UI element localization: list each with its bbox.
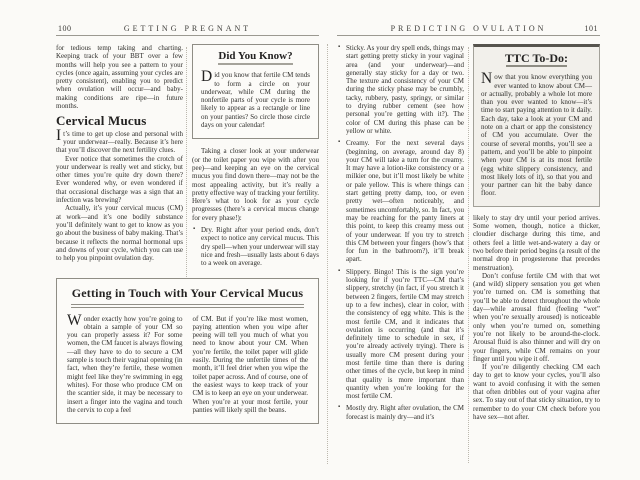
- right-page-number: 101: [584, 24, 598, 33]
- ttc-todo-body: Now that you know everything you ever wanted to know about CM—or actually, probably a whole lot more than you ever wanted to know—it’s time to start paying attention to it daily. Each day, take a look at your CM and note on a chart or app the consistency of CM you accumulate. Over the course of several months, you’ll see a pattern, and you’ll be able to pinpoint when your CM is at its most fertile (egg white slippery consistency, and most likely lots of it), so that you and your partner can hit the baby dance floor.: [481, 70, 592, 198]
- ttc-todo-title: TTC To-Do:: [504, 51, 569, 65]
- left-page-number: 100: [58, 24, 72, 33]
- paragraph-dont-confuse: Don’t confuse fertile CM with that wet (and wild) slippery sensation you get when you’re turned on. CM is something that you’ll be able to detect throughout the whole day—while arousal fluid (feeling “wet” when you’re sexually aroused) is noticeable only when you’re turned on, something you’re not likely to be around-the-clock. Arousal fluid is also thinner and will dry on your fingers, while CM remains on your finger until you wipe it off.: [473, 271, 600, 363]
- left-page-col2: [192, 44, 319, 268]
- section-heading-cervical-mucus: Cervical Mucus: [56, 113, 147, 129]
- paragraph-cm-intro: It’s time to get up close and personal with your underwear—really. Because it’s here that you’ll discover the next fertility clues.: [56, 126, 183, 155]
- paragraph-ever-notice: Ever notice that sometimes the crotch of your underwear is really wet and sticky, but other times you’re quite dry down there? Ever wondered why, or even wondered if that occasional discharge was a sign that an infection was brewing?: [56, 154, 183, 205]
- bullet-creamy-text: Creamy. For the next several days (beginning, on average, around day 8) your CM will take a turn for the creamy. It may have a lotion-like consistency or a milkier one, but it’ll most likely be white or pale yellow. This is where things can start getting pretty damp, too, or even pretty wet—often noticeably, and sometimes uncomfortably, so. In fact, you may be reaching for the panty liners at this point, to keep this creamy mess out of your underwear. If you try to stretch this CM between your fingers (how’s that for fun in the bathroom?), it’ll break apart.: [346, 139, 464, 264]
- paragraph-bbt-continuation: for tedious temp taking and charting. Keeping track of your BBT over a few months will help you see a pattern to your cycles (once again, assuming your cycles are pretty consistent), enabling you to predict when ovulation will occur—and baby-making conditions are ripe—in future months.: [56, 44, 183, 111]
- left-page-col1: [56, 44, 183, 262]
- left-page: [56, 22, 319, 424]
- bullet-creamy: [337, 139, 464, 263]
- bullet-sticky-text: Sticky. As your dry spell ends, things may start getting pretty sticky in your vaginal area (and your underwear)—and generally stay sticky for a day or two. The texture and consistency of your CM during the sticky phase may be crumbly, tacky, rubbery, pasty, springy, or similar to drying rubber cement (see how personal you’re getting with it?). The color of CM during this phase can be yellow or white.: [346, 44, 464, 135]
- paragraph-likely-to-stay-dry: likely to stay dry until your period arrives. Some women, though, notice a thicker, cloudier discharge during this time, and others feel a little wet-and-watery a day or two before their period begins (a result of the normal drop in progesterone that precedes menstruation).: [473, 213, 600, 272]
- ttc-todo-box: [473, 44, 600, 207]
- paragraph-taking-a-closer-look: Taking a closer look at your underwear (or the toilet paper you wipe with after you pee)—and keeping an eye on the cervical mucus you find down there—may not be the most appealing activity, but it’s really a pretty effective way of tracking your fertility. Here’s what to look for as your cycle progresses (there’s a cervical mucus change for every phase!):: [192, 147, 319, 222]
- bullet-sticky: [337, 44, 464, 135]
- getting-in-touch-title-rule: [71, 304, 305, 308]
- bullet-dry-text: Dry. Right after your period ends, don’t expect to notice any cervical mucus. This dry spell—when your underwear will stay nice and fresh—usually lasts about 6 days to a week on average.: [201, 226, 319, 268]
- did-you-know-title-rule: [218, 63, 292, 65]
- did-you-know-title: Did You Know?: [218, 50, 293, 62]
- paragraph-diligently-checking: If you’re diligently checking CM each day to get to know your cycles, you’ll also want to avoid confusing it with the semen that often dribbles out of your vagina after sex. To stay out of that sticky situation, try to remember to do your CM check before you have sex—not after.: [473, 363, 600, 421]
- right-page-col1: [337, 44, 464, 421]
- did-you-know-body: Did you know that fertile CM tends to form a circle on your underwear, while CM during the nonfertile parts of your cycle is more likely to appear as a rectangle or line on your panties? So circle those circle days on your calendar!: [201, 68, 310, 130]
- getting-in-touch-title: Getting in Touch with Your Cervical Mucus: [71, 285, 304, 300]
- paragraph-actually-cm: Actually, it’s your cervical mucus (CM) at work—and it’s one bodily substance you’ll definitely want to get to know as you go about the business of baby making. That’s because it reflects the normal hormonal ups and downs of your cycle, which you can use to help you pinpoint ovulation day.: [56, 204, 183, 263]
- right-page: [337, 22, 600, 421]
- left-running-title: GETTING PREGNANT: [123, 24, 252, 33]
- right-page-columns: [337, 44, 600, 421]
- bullet-dry: [192, 226, 319, 267]
- bullet-mostly-dry-text: Mostly dry. Right after ovulation, the CM forecast is mainly dry—and it’s: [346, 404, 464, 421]
- getting-in-touch-col1-text: Wonder exactly how you’re going to obtain a sample of your CM so you can properly assess it? For some women, the CM faucet is always flowing—all they have to do to secure a CM sample is touch their vaginal opening (in fact, when they’re fertile, these women might feel like they’re swimming in egg whites). For those who produce CM on the scantier side, it may be necessary to insert a finger into the vagina and touch the cervix to cop a feel: [67, 311, 183, 414]
- left-running-header: [56, 22, 319, 36]
- getting-in-touch-box: [56, 278, 319, 425]
- right-running-title: PREDICTING OVULATION: [390, 24, 547, 33]
- left-page-columns: [56, 44, 319, 268]
- did-you-know-box: [192, 44, 319, 139]
- getting-in-touch-columns: [67, 311, 308, 415]
- ttc-todo-title-rule: [506, 65, 567, 67]
- bullet-slippery-text: Slippery. Bingo! This is the sign you’re looking for if you’re TTC—CM that’s slippery, stretchy (in fact, if you stretch it between 2 fingers, fertile CM may stretch up to a few inches), clear in color, with the consistency of egg white. This is the most fertile CM, and it indicates that ovulation is occurring (and that it’s definitely time to schedule in sex, if you’re already actively trying). There is usually more CM present during your most fertile time than there is during other times of the cycle, but keep in mind that quality is more important than quantity when you’re looking for the most fertile CM.: [346, 267, 464, 401]
- right-page-col2: [473, 44, 600, 421]
- page-gutter-divider: [327, 44, 328, 464]
- right-running-header: [337, 22, 600, 36]
- bullet-slippery: [337, 268, 464, 401]
- getting-in-touch-col2-text: of CM. But if you’re like most women, paying attention when you wipe after peeing will tell you much of what you need to know about your CM. When you’re fertile, the toilet paper will glide easily. During the unfertile times of the month, it’ll feel drier when you wipe the toilet paper across. And of course, one of the easiest ways to keep track of your CM is to keep an eye on your underwear. When you’re at your most fertile, your panties will likely spill the beans.: [192, 314, 308, 414]
- bullet-mostly-dry: [337, 404, 464, 421]
